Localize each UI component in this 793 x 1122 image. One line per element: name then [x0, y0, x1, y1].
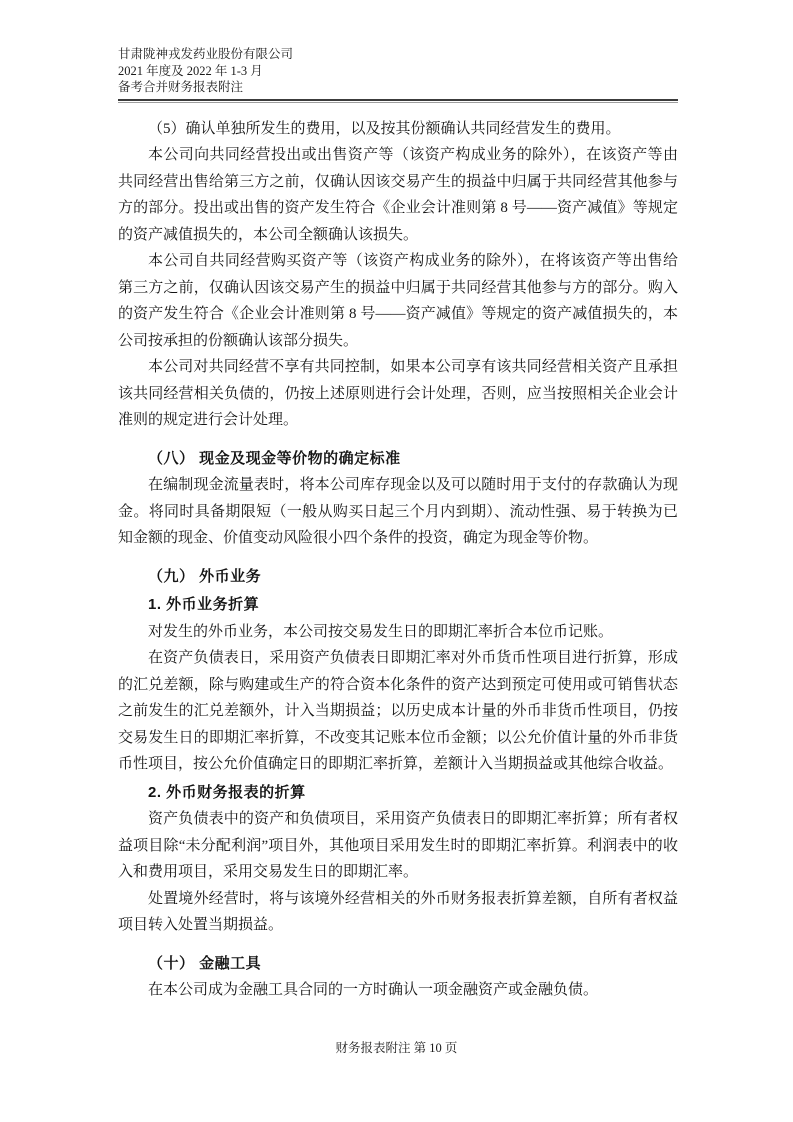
paragraph: 处置境外经营时，将与该境外经营相关的外币财务报表折算差额，自所有者权益项目转入处置当期损益。 [118, 890, 678, 933]
document-header [118, 46, 678, 96]
paragraph: （5）确认单独所发生的费用，以及按其份额确认共同经营发生的费用。 [148, 120, 621, 137]
paragraph: 在资产负债表日，采用资产负债表日即期汇率对外币货币性项目进行折算，形成的汇兑差额，除与购建或生产的符合资本化条件的资产达到预定可使用或可销售状态之前发生的汇兑差额外，计入当期损益；以历史成本计量的外币非货币性项目，仍按交易发生日的即期汇率折算，不改变其记账本位币金额；以公允价值计量的外币非货币性项目，按公允价值确定日的即期汇率折算，差额计入当期损益或其他综合收益。 [118, 650, 678, 772]
paragraph: 在编制现金流量表时，将本公司库存现金以及可以随时用于支付的存款确认为现金。将同时具备期限短（一般从购买日起三个月内到期）、流动性强、易于转换为已知金额的现金、价值变动风险很小四个条件的投资，确定为现金等价物。 [118, 477, 678, 546]
section-heading: （八） 现金及现金等价物的确定标准 [148, 449, 401, 467]
header-divider-rule [118, 99, 678, 103]
document-body [118, 116, 678, 1004]
paragraph: 本公司对共同经营不享有共同控制，如果本公司享有该共同经营相关资产且承担该共同经营相关负债的，仍按上述原则进行会计处理，否则，应当按照相关企业会计准则的规定进行会计处理。 [118, 359, 678, 428]
sub-heading: 1. 外币业务折算 [148, 596, 260, 613]
paragraph: 本公司向共同经营投出或出售资产等（该资产构成业务的除外），在该资产等由共同经营出售给第三方之前，仅确认因该交易产生的损益中归属于共同经营其他参与方的部分。投出或出售的资产发生符合《企业会计准则第 8 号——资产减值》等规定的资产减值损失的，本公司全额确认该损失。 [118, 147, 678, 243]
paragraph: 资产负债表中的资产和负债项目，采用资产负债表日的即期汇率折算；所有者权益项目除“未分配利润”项目外，其他项目采用发生时的即期汇率折算。利润表中的收入和费用项目，采用交易发生日的即期汇率。 [118, 811, 678, 880]
header-report-period: 2021 年度及 2022 年 1-3 月 [118, 63, 263, 78]
header-document-title: 备考合并财务报表附注 [118, 80, 244, 94]
section-heading: （十） 金融工具 [148, 954, 262, 972]
document-footer [0, 1038, 793, 1056]
paragraph: 本公司自共同经营购买资产等（该资产构成业务的除外），在将该资产等出售给第三方之前，仅确认因该交易产生的损益中归属于共同经营其他参与方的部分。购入的资产发生符合《企业会计准则第 8 号——资产减值》等规定的资产减值损失的，本公司按承担的份额确认该部分损失。 [118, 253, 678, 349]
sub-heading: 2. 外币财务报表的折算 [148, 783, 306, 801]
footer-page-label: 财务报表附注 第 10 页 [335, 1041, 458, 1055]
header-company-name: 甘肃陇神戎发药业股份有限公司 [118, 47, 294, 61]
section-heading: （九） 外币业务 [148, 567, 262, 585]
paragraph: 在本公司成为金融工具合同的一方时确认一项金融资产或金融负债。 [148, 982, 599, 998]
paragraph: 对发生的外币业务，本公司按交易发生日的即期汇率折合本位币记账。 [148, 623, 614, 640]
